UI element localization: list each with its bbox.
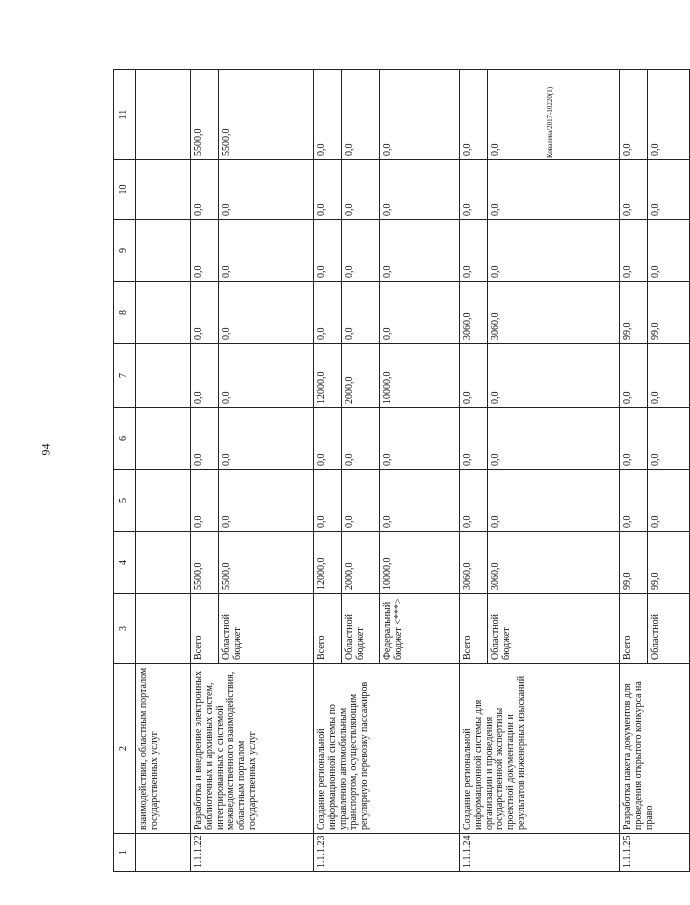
value-v8: 0,0 [342,282,380,344]
row-number: 1.1.1.25 [620,834,690,872]
value-v11: 0,0 [460,70,488,160]
activity-name: Создание региональной информационной системы по управлению автомобильным транспортом, осуществляющим регулярную перевозку пассажиров [314,664,460,834]
funding-source: Всего [191,594,219,664]
value-v4: 12000,0 [314,532,342,594]
value-v10: 0,0 [380,160,460,220]
value-v9: 0,0 [219,220,314,282]
value-v5: 0,0 [648,470,690,532]
rotated-table-container [113,70,661,872]
value-v9: 0,0 [620,220,648,282]
page-number: 94 [38,443,53,456]
value-v6: 0,0 [460,408,488,470]
header-col-6: 6 [114,408,136,470]
budget-table [113,69,690,872]
value-v8: 99,0 [620,282,648,344]
activity-name: Разработка и внедрение электронных библиотечных и архивных систем, интегрированных с системой межведомственного взаимодействия, областным порталом государственных услуг [191,664,314,834]
value-v11: 0,0 [380,70,460,160]
value-v4: 5500,0 [191,532,219,594]
value-v10: 0,0 [191,160,219,220]
value-v9: 0,0 [648,220,690,282]
value-v4: 5500,0 [219,532,314,594]
funding-source: Всего [460,594,488,664]
value-v8: 0,0 [380,282,460,344]
table-row [314,70,342,872]
value-v10: 0,0 [460,160,488,220]
value-v11: 0,0 [314,70,342,160]
value-v5: 0,0 [314,470,342,532]
header-col-10: 10 [114,160,136,220]
value-v10: 0,0 [219,160,314,220]
value-v7: 12000,0 [314,344,342,408]
value-v10: 0,0 [648,160,690,220]
value-v5: 0,0 [620,470,648,532]
value-v5: 0,0 [488,470,620,532]
value-v9: 0,0 [342,220,380,282]
header-row [114,70,136,872]
value-v7: 0,0 [191,344,219,408]
header-col-4: 4 [114,532,136,594]
table-row [460,70,488,872]
value-v10: 0,0 [342,160,380,220]
table-row [620,70,648,872]
value-v9: 0,0 [191,220,219,282]
value-v8: 0,0 [191,282,219,344]
value-v6: 0,0 [191,408,219,470]
row-number: 1.1.1.24 [460,834,620,872]
value-v9: 0,0 [460,220,488,282]
value-v8: 99,0 [648,282,690,344]
header-col-11: 11 [114,70,136,160]
value-v4: 2000,0 [342,532,380,594]
value-v5: 0,0 [460,470,488,532]
value-v4: 3060,0 [488,532,620,594]
value-v11: 0,0 [620,70,648,160]
funding-source: Областной бюджет [219,594,314,664]
continued-text: взаимодействия, областным порталом государственных услуг [136,664,191,834]
value-v4: 3060,0 [460,532,488,594]
document-code: Ковалева/2017-10220(1) [546,86,554,158]
header-col-9: 9 [114,220,136,282]
value-v6: 0,0 [620,408,648,470]
value-v9: 0,0 [314,220,342,282]
header-col-2: 2 [114,664,136,834]
value-v4: 99,0 [648,532,690,594]
funding-source: Всего [620,594,648,664]
value-v4: 10000,0 [380,532,460,594]
value-v7: 0,0 [620,344,648,408]
value-v9: 0,0 [488,220,620,282]
value-v11: 0,0 [488,70,620,160]
value-v8: 3060,0 [488,282,620,344]
value-v7: 2000,0 [342,344,380,408]
value-v7: 0,0 [488,344,620,408]
value-v10: 0,0 [314,160,342,220]
header-col-7: 7 [114,344,136,408]
value-v6: 0,0 [342,408,380,470]
funding-source: Областной [648,594,690,664]
value-v9: 0,0 [380,220,460,282]
value-v8: 0,0 [219,282,314,344]
activity-name: Создание региональной информационной системы для организации и проведения государственной экспертизы проектной документации и результатов инженерных изысканий [460,664,620,834]
table-row [191,70,219,872]
value-v7: 0,0 [219,344,314,408]
funding-source: Областной бюджет [488,594,620,664]
value-v5: 0,0 [219,470,314,532]
row-number: 1.1.1.23 [314,834,460,872]
value-v6: 0,0 [648,408,690,470]
value-v6: 0,0 [314,408,342,470]
value-v6: 0,0 [488,408,620,470]
value-v11: 0,0 [342,70,380,160]
value-v11: 5500,0 [191,70,219,160]
value-v6: 0,0 [380,408,460,470]
value-v11: 0,0 [648,70,690,160]
value-v5: 0,0 [191,470,219,532]
value-v7: 10000,0 [380,344,460,408]
table-wrapper [113,70,661,872]
value-v7: 0,0 [460,344,488,408]
continued-row [136,70,191,872]
header-col-5: 5 [114,470,136,532]
value-v7: 0,0 [648,344,690,408]
value-v5: 0,0 [342,470,380,532]
funding-source: Всего [314,594,342,664]
value-v5: 0,0 [380,470,460,532]
funding-source: Федеральный бюджет <***> [380,594,460,664]
value-v10: 0,0 [620,160,648,220]
header-col-1: 1 [114,834,136,872]
value-v6: 0,0 [219,408,314,470]
funding-source: Областной бюджет [342,594,380,664]
header-col-3: 3 [114,594,136,664]
value-v4: 99,0 [620,532,648,594]
value-v11: 5500,0 [219,70,314,160]
activity-name: Разработка пакета документов для проведения открытого конкурса на право [620,664,690,834]
value-v8: 3060,0 [460,282,488,344]
value-v8: 0,0 [314,282,342,344]
header-col-8: 8 [114,282,136,344]
value-v10: 0,0 [488,160,620,220]
row-number: 1.1.1.22 [191,834,314,872]
